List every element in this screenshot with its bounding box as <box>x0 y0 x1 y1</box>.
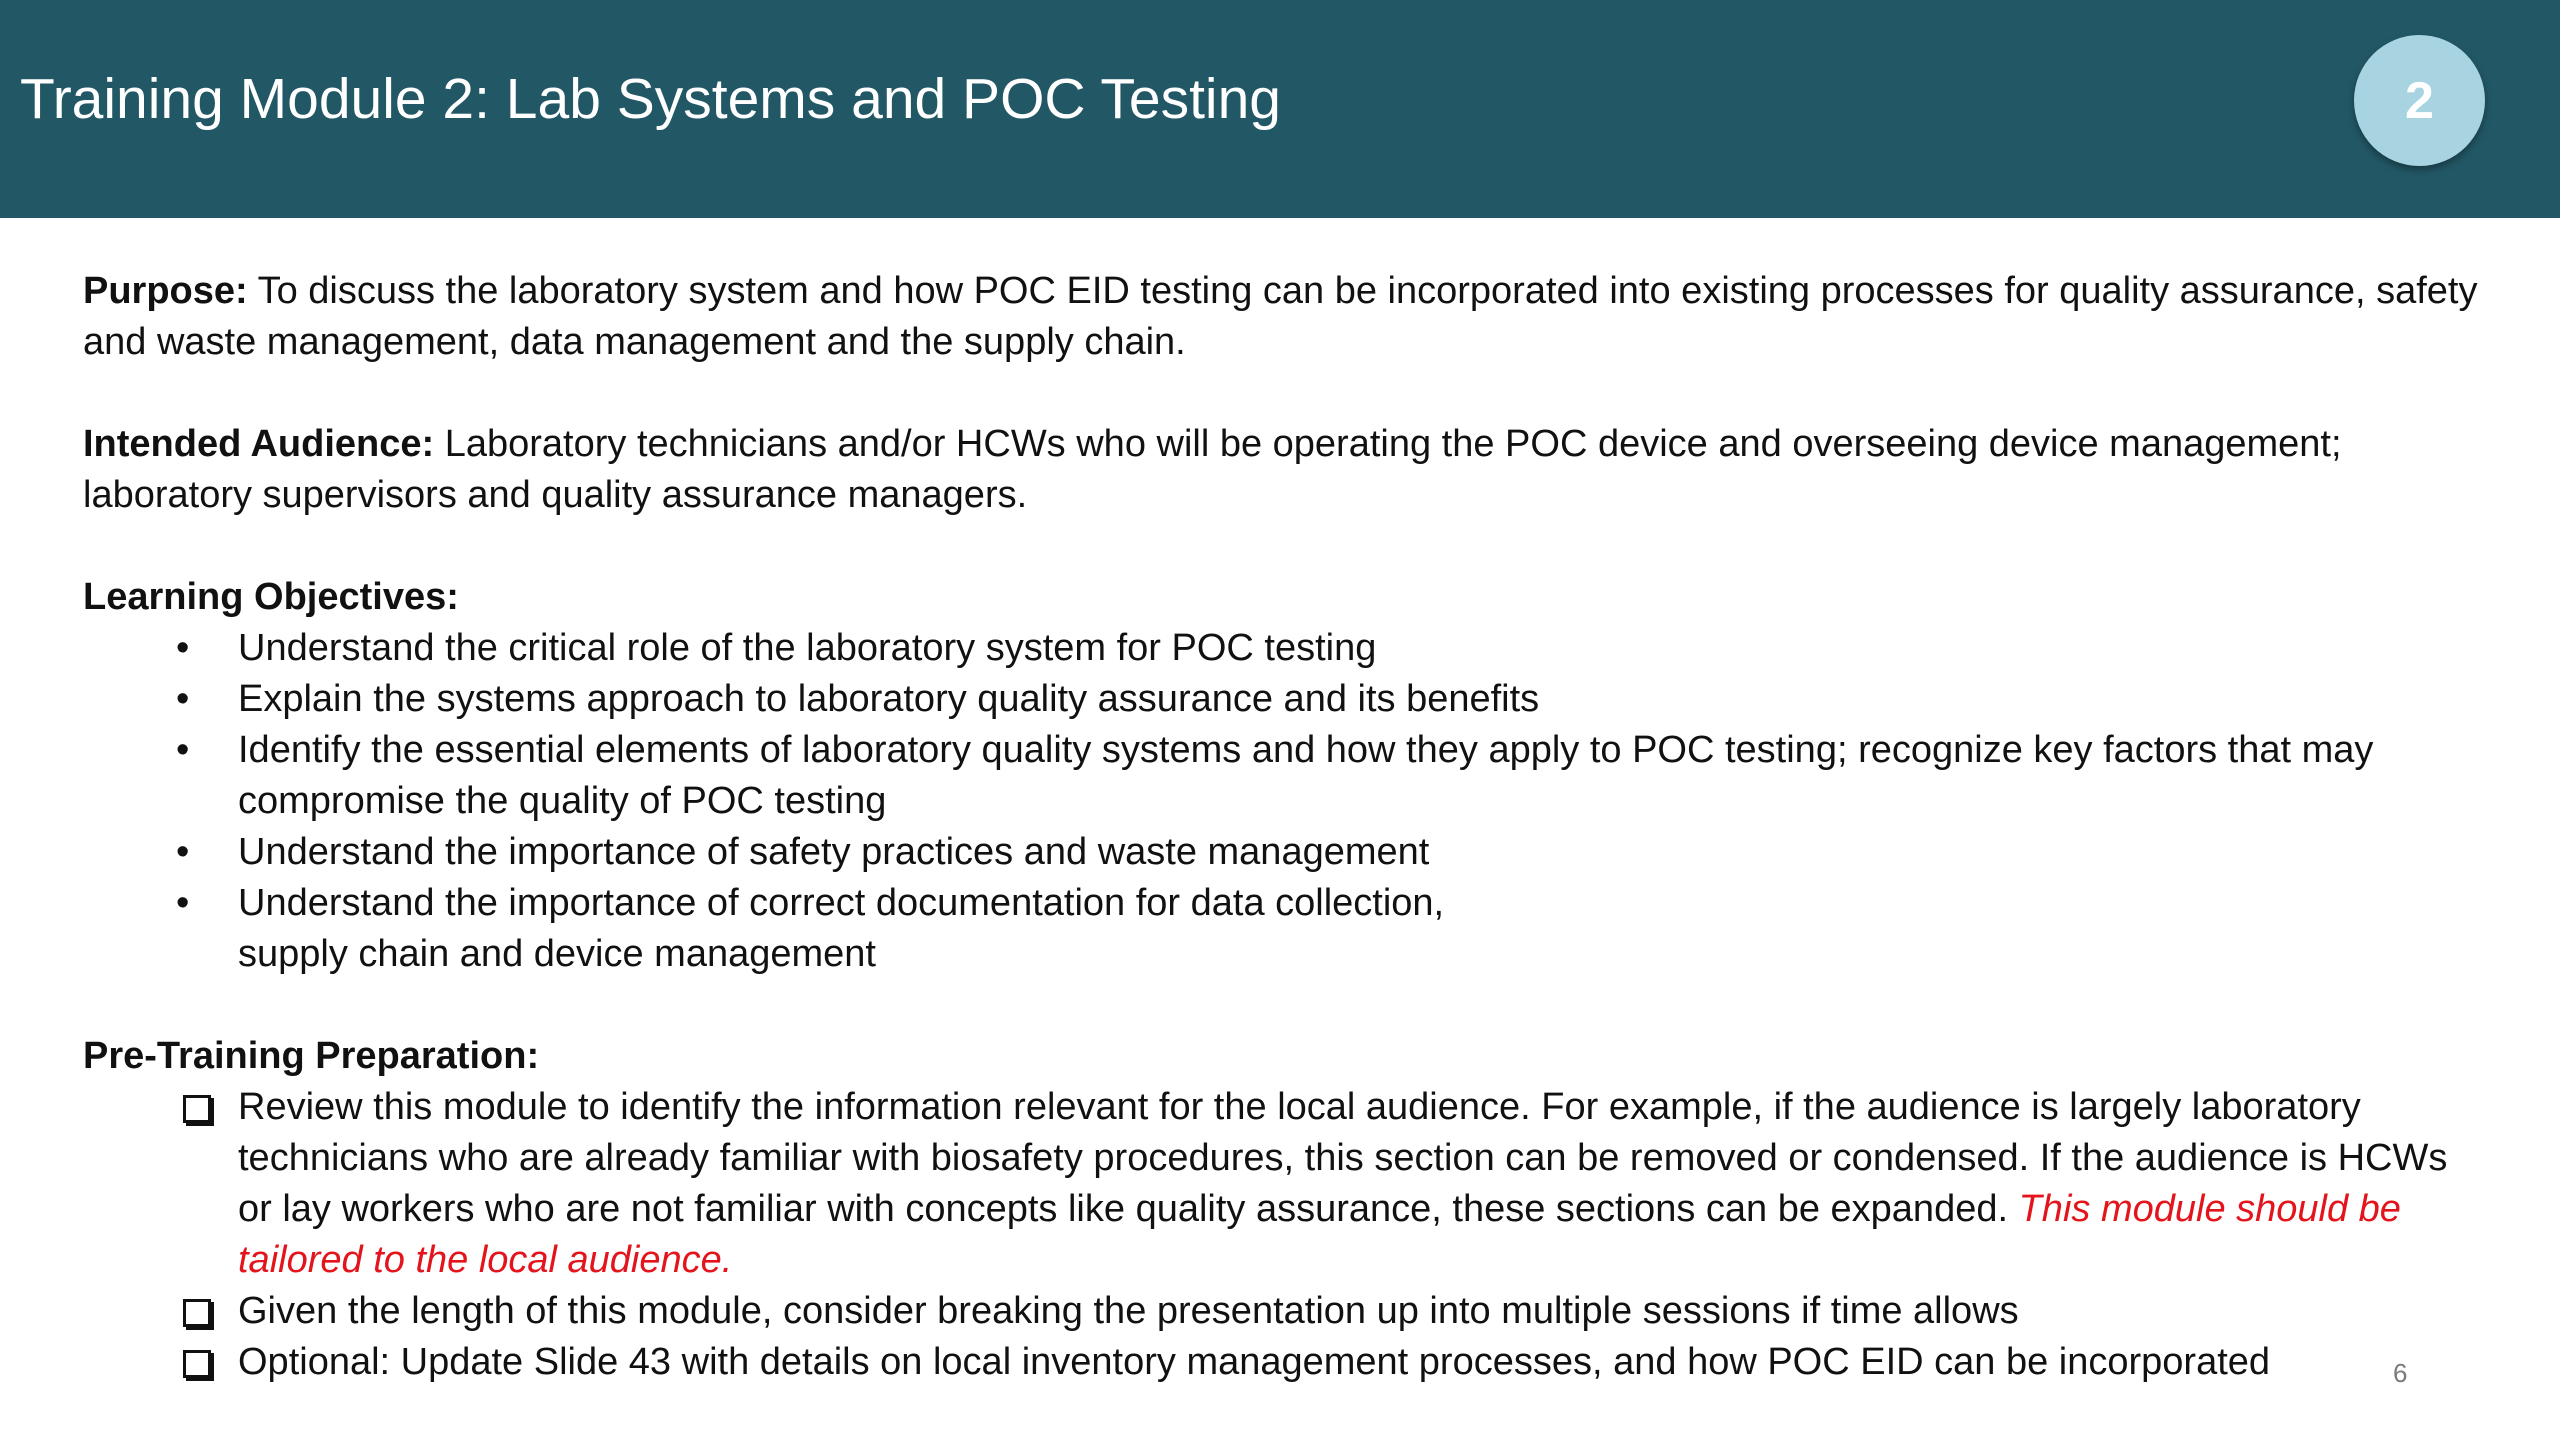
bullet-icon: • <box>176 678 190 720</box>
bullet-icon: • <box>176 729 190 771</box>
list-item <box>83 674 2483 725</box>
preparation-list <box>83 1082 2483 1388</box>
objectives-title: Learning Objectives: <box>83 576 459 618</box>
audience-text: Laboratory technicians and/or HCWs who will be operating the POC device and overseeing device management; laboratory supervisors and quality assurance managers. <box>83 423 2342 516</box>
preparation-text: Review this module to identify the information relevant for the local audience. For example, if the audience is largely laboratory technicians who are already familiar with biosafety procedures, this section can be removed or condensed. If the audience is HCWs or lay workers who are not familiar with concepts like quality assurance, these sections can be expanded. <box>238 1086 2448 1230</box>
slide-body <box>83 266 2483 1388</box>
list-item <box>83 623 2483 674</box>
list-item <box>83 725 2483 827</box>
bullet-icon: • <box>176 831 190 873</box>
slide-title: Training Module 2: Lab Systems and POC Testing <box>20 67 1281 131</box>
list-item <box>83 1286 2483 1337</box>
objective-text: Understand the importance of correct documentation for data collection, supply chain and device management <box>238 882 1445 975</box>
checkbox-icon <box>183 1095 211 1123</box>
objective-text: Understand the critical role of the laboratory system for POC testing <box>238 627 1377 669</box>
module-number-badge: 2 <box>2354 35 2485 166</box>
purpose-text: To discuss the laboratory system and how POC EID testing can be incorporated into existing processes for quality assurance, safety and waste management, data management and the supply chain. <box>83 270 2478 363</box>
list-item <box>83 878 1468 980</box>
preparation-text: Given the length of this module, consider breaking the presentation up into multiple sessions if time allows <box>238 1290 2019 1332</box>
objective-text: Explain the systems approach to laboratory quality assurance and its benefits <box>238 678 1540 720</box>
bullet-icon: • <box>176 627 190 669</box>
objectives-list <box>83 623 2483 980</box>
purpose-paragraph <box>83 266 2483 368</box>
checkbox-icon <box>183 1299 211 1327</box>
bullet-icon: • <box>176 882 190 924</box>
objective-text: Understand the importance of safety practices and waste management <box>238 831 1430 873</box>
slide-header <box>0 0 2560 218</box>
preparation-title: Pre-Training Preparation: <box>83 1035 540 1077</box>
list-item <box>83 1337 2483 1388</box>
preparation-text: Optional: Update Slide 43 with details on local inventory management processes, and how POC EID can be incorporated <box>238 1341 2271 1383</box>
list-item <box>83 827 2483 878</box>
objective-text: Identify the essential elements of laboratory quality systems and how they apply to POC testing; recognize key factors that may compromise the quality of POC testing <box>238 729 2374 822</box>
list-item <box>83 1082 2483 1286</box>
checkbox-icon <box>183 1350 211 1378</box>
page-number: 6 <box>2393 1358 2408 1388</box>
preparation-emphasis: This module should be tailored to the local audience. <box>238 1188 2401 1281</box>
audience-paragraph <box>83 419 2483 521</box>
purpose-label: Purpose: <box>83 270 248 312</box>
audience-label: Intended Audience: <box>83 423 435 465</box>
